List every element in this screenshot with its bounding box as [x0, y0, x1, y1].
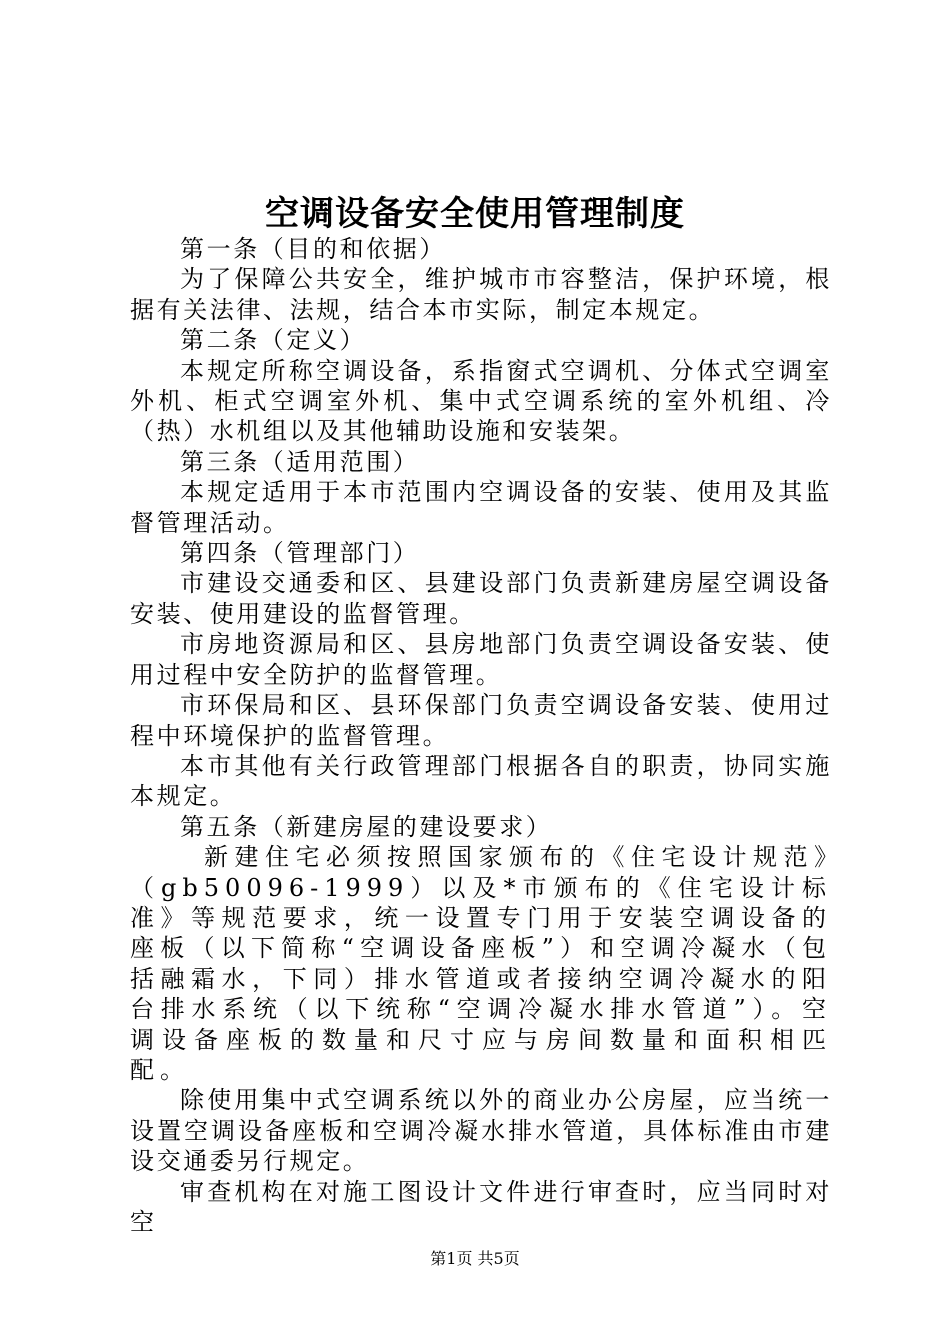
- paragraph: 市环保局和区、县环保部门负责空调设备安装、使用过程中环境保护的监督管理。: [130, 691, 832, 750]
- document-body: [130, 234, 832, 1237]
- article-heading: 第四条（管理部门）: [180, 539, 420, 568]
- paragraph: 市房地资源局和区、县房地部门负责空调设备安装、使用过程中安全防护的监督管理。: [130, 630, 832, 689]
- paragraph: 本市其他有关行政管理部门根据各自的职责，协同实施本规定。: [130, 751, 832, 811]
- article-heading: 第五条（新建房屋的建设要求）: [180, 812, 553, 841]
- article-heading: 第一条（目的和依据）: [180, 235, 446, 263]
- page-footer: 第1页 共5页: [430, 1249, 520, 1268]
- paragraph: 本规定适用于本市范围内空调设备的安装、使用及其监督管理活动。: [130, 478, 832, 537]
- article-heading: 第二条（定义）: [180, 326, 367, 355]
- paragraph: 审查机构在对施工图设计文件进行审查时，应当同时对空: [130, 1177, 832, 1236]
- document-title: 空调设备安全使用管理制度: [265, 194, 685, 234]
- paragraph: 市建设交通委和区、县建设部门负责新建房屋空调设备安装、使用建设的监督管理。: [130, 569, 832, 628]
- article-heading: 第三条（适用范围）: [180, 447, 420, 476]
- paragraph: 除使用集中式空调系统以外的商业办公房屋，应当统一设置空调设备座板和空调冷凝水排水管道，具体标准由市建设交通委另行规定。: [130, 1086, 832, 1176]
- paragraph: 新建住宅必须按照国家颁布的《住宅设计规范》（gb50096-1999）以及*市颁布的《住宅设计标准》等规范要求，统一设置专门用于安装空调设备的座板（以下简称“空调设备座板”）和空调冷凝水（包括融霜水，下同）排水管道或者接纳空调冷凝水的阳台排水系统（以下统称“空调冷凝水排水管道”）。空调设备座板的数量和尺寸应与房间数量和面积相匹配。: [130, 843, 832, 1084]
- paragraph: 为了保障公共安全，维护城市市容整洁，保护环境，根据有关法律、法规，结合本市实际，制定本规定。: [130, 265, 832, 324]
- paragraph: 本规定所称空调设备，系指窗式空调机、分体式空调室外机、柜式空调室外机、集中式空调系统的室外机组、冷（热）水机组以及其他辅助设施和安装架。: [130, 356, 832, 446]
